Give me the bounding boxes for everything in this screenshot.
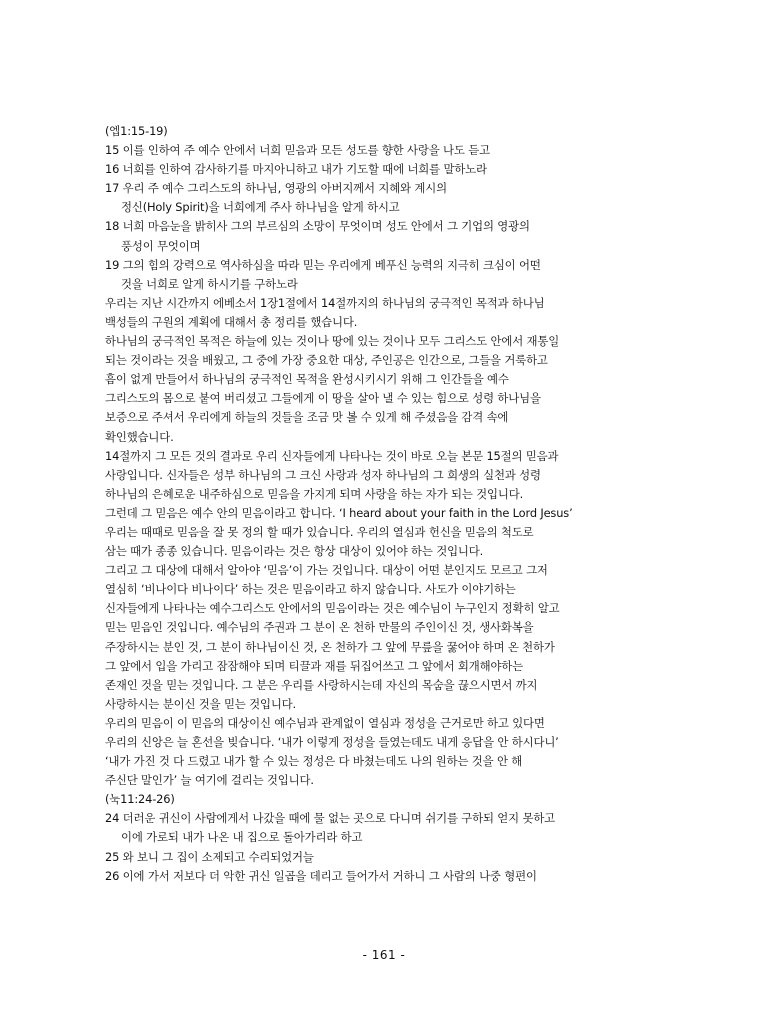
text-line: 사랑하시는 분이신 것을 믿는 것입니다. bbox=[105, 696, 297, 711]
text-line: 17 우리 주 예수 그리스도의 하나님, 영광의 아버지께서 지혜와 계시의 bbox=[105, 181, 447, 196]
text-line: 16 너희를 인하여 감사하기를 마지아니하고 내가 기도할 때에 너희를 말하노라 bbox=[105, 162, 487, 177]
page-number: - 161 - bbox=[362, 948, 406, 962]
body-text bbox=[105, 122, 665, 886]
text-line: (눅11:24-26) bbox=[105, 792, 175, 807]
text-line: 25 와 보니 그 집이 소제되고 수리되었거늘 bbox=[105, 849, 314, 864]
text-line: 그리고 그 대상에 대해서 알아야 ‘믿음’이 가는 것입니다. 대상이 어떤 분인지도 모르고 그저 bbox=[105, 563, 548, 578]
text-line: 보증으로 주셔서 우리에게 하늘의 것들을 조금 맛 볼 수 있게 해 주셨음을 감격 속에 bbox=[105, 410, 509, 425]
text-line: 우리는 때때로 믿음을 잘 못 정의 할 때가 있습니다. 우리의 열심과 헌신을 믿음의 척도로 bbox=[105, 524, 534, 539]
text-line: 14절까지 그 모든 것의 결과로 우리 신자들에게 나타나는 것이 바로 오늘 본문 15절의 믿음과 bbox=[105, 448, 559, 463]
text-line: 그 앞에서 입을 가리고 잠잠해야 되며 티끌과 재를 뒤집어쓰고 그 앞에서 회개해야하는 bbox=[105, 658, 524, 673]
text-line: 그리스도의 몸으로 붙여 버리셨고 그들에게 이 땅을 살아 낼 수 있는 힘으로 성령 하나님을 bbox=[105, 391, 541, 406]
text-line: 19 그의 힘의 강력으로 역사하심을 따라 믿는 우리에게 베푸신 능력의 지극히 크심이 어떤 bbox=[105, 257, 541, 272]
text-line: (엡1:15-19) bbox=[105, 124, 168, 138]
text-line: ‘내가 가진 것 다 드렸고 내가 할 수 있는 정성은 다 바쳤는데도 나의 원하는 것을 안 해 bbox=[105, 754, 523, 769]
text-line: 되는 것이라는 것을 배웠고, 그 중에 가장 중요한 대상, 주인공은 인간으로, 그들을 거룩하고 bbox=[105, 353, 548, 368]
text-line: 하나님의 은혜로운 내주하심으로 믿음을 가지게 되며 사랑을 하는 자가 되는 것입니다. bbox=[105, 486, 524, 501]
text-line: 흠이 없게 만들어서 하나님의 궁극적인 목적을 완성시키시기 위해 그 인간들을 예수 bbox=[105, 372, 509, 387]
text-line: 주신단 말인가’ 늘 여기에 걸리는 것입니다. bbox=[105, 773, 314, 788]
text-line: 신자들에게 나타나는 예수그리스도 안에서의 믿음이라는 것은 예수님이 누구인지 정확히 알고 bbox=[105, 601, 560, 616]
text-line: 풍성이 무엇이며 bbox=[121, 238, 201, 253]
text-line: 우리는 지난 시간까지 에베소서 1장1절에서 14절까지의 하나님의 궁극적인 목적과 하나님 bbox=[105, 295, 545, 310]
text-line: 백성들의 구원의 계획에 대해서 총 정리를 했습니다. bbox=[105, 314, 358, 329]
text-line: 것을 너희로 알게 하시기를 구하노라 bbox=[121, 276, 298, 291]
text-line: 그런데 그 믿음은 예수 안의 믿음이라고 합니다. ‘I heard about your faith in the Lord Jesus’ bbox=[105, 505, 573, 520]
text-line: 삼는 때가 종종 있습니다. 믿음이라는 것은 항상 대상이 있어야 하는 것입니다. bbox=[105, 544, 484, 559]
text-line: 하나님의 궁극적인 목적은 하늘에 있는 것이나 땅에 있는 것이나 모두 그리스도 안에서 재통일 bbox=[105, 334, 560, 349]
text-line: 정신(Holy Spirit)을 너희에게 주사 하나님을 알게 하시고 bbox=[121, 200, 400, 215]
text-line: 우리의 신앙은 늘 혼선을 빚습니다. ‘내가 이렇게 정성을 들였는데도 내게 응답을 안 하시다니’ bbox=[105, 735, 559, 749]
text-line: 이에 가로되 내가 나온 내 집으로 돌아가리라 하고 bbox=[121, 830, 363, 845]
text-line: 15 이를 인하여 주 예수 안에서 너희 믿음과 모든 성도를 향한 사랑을 나도 듣고 bbox=[105, 143, 490, 158]
text-line: 믿는 믿음인 것입니다. 예수님의 주권과 그 분이 온 천하 만물의 주인이신 것, 생사화복을 bbox=[105, 620, 534, 635]
text-line: 확인했습니다. bbox=[105, 429, 174, 444]
text-line: 사랑입니다. 신자들은 성부 하나님의 그 크신 사랑과 성자 하나님의 그 희생의 실천과 성령 bbox=[105, 467, 541, 482]
text-line: 열심히 ‘비나이다 비나이다’ 하는 것은 믿음이라고 하지 않습니다. 사도가 이야기하는 bbox=[105, 582, 516, 597]
text-line: 우리의 믿음이 이 믿음의 대상이신 예수님과 관계없이 열심과 정성을 근거로만 하고 있다면 bbox=[105, 715, 545, 730]
text-line: 24 더러운 귀신이 사람에게서 나갔을 때에 물 없는 곳으로 다니며 쉬기를 구하되 얻지 못하고 bbox=[105, 811, 556, 826]
text-line: 존재인 것을 믿는 것입니다. 그 분은 우리를 사랑하시는데 자신의 목숨을 끊으시면서 까지 bbox=[105, 677, 538, 692]
text-line: 18 너희 마음눈을 밝히사 그의 부르심의 소망이 무엇이며 성도 안에서 그 기업의 영광의 bbox=[105, 219, 530, 234]
text-line: 주장하시는 분인 것, 그 분이 하나님이신 것, 온 천하가 그 앞에 무릎을 꿇어야 하며 온 천하가 bbox=[105, 639, 555, 654]
text-line: 26 이에 가서 저보다 더 악한 귀신 일곱을 데리고 들어가서 거하니 그 사람의 나중 형편이 bbox=[105, 868, 537, 883]
